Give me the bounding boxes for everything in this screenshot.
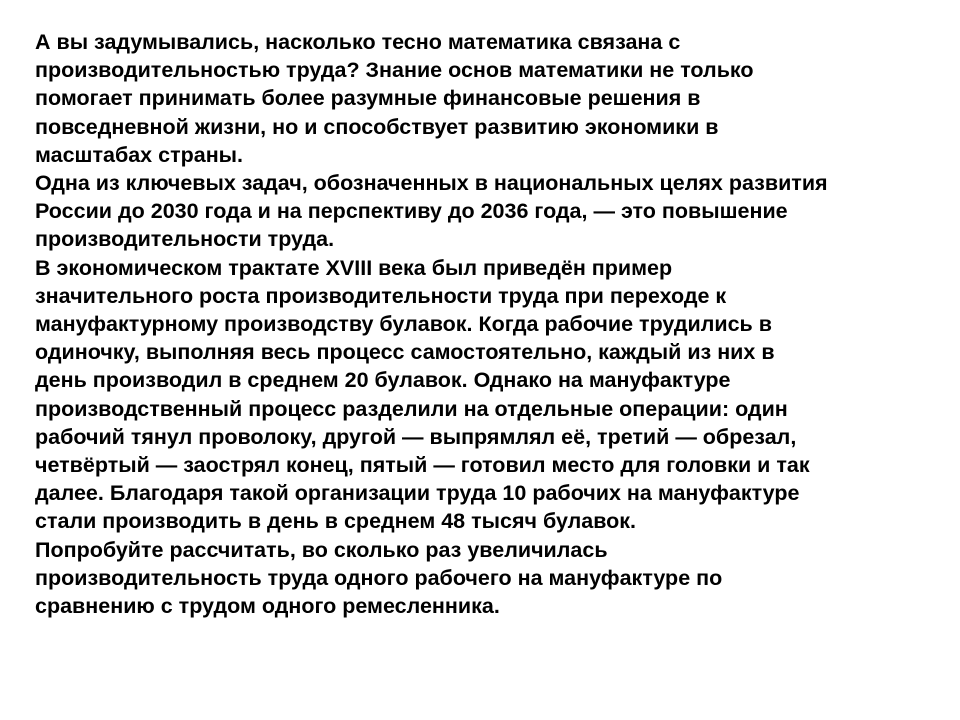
text-line: сравнению с трудом одного ремесленника.: [35, 594, 500, 619]
paragraph-task-question: [35, 536, 935, 621]
text-line: производительности труда.: [35, 227, 335, 252]
text-line: производительностью труда? Знание основ математики не только: [35, 58, 754, 83]
text-line: В экономическом трактате XVIII века был приведён пример: [35, 255, 673, 280]
text-line: мануфактурному производству булавок. Когда рабочие трудились в: [35, 312, 772, 337]
text-line: рабочий тянул проволоку, другой — выпрямлял её, третий — обрезал,: [35, 424, 797, 449]
text-line: повседневной жизни, но и способствует развитию экономики в: [35, 114, 719, 139]
paragraph-national-goals: [35, 169, 935, 254]
text-line: день производил в среднем 20 булавок. Однако на мануфактуре: [35, 368, 731, 393]
text-line: масштабах страны.: [35, 142, 244, 167]
paragraph-intro: [35, 28, 935, 169]
text-line: четвёртый — заострял конец, пятый — готовил место для головки и так: [35, 453, 810, 478]
text-line: стали производить в день в среднем 48 тысяч булавок.: [35, 509, 637, 534]
text-line: значительного роста производительности труда при переходе к: [35, 283, 727, 308]
text-line: одиночку, выполняя весь процесс самостоятельно, каждый из них в: [35, 340, 775, 365]
text-line: России до 2030 года и на перспективу до 2036 года, — это повышение: [35, 199, 788, 224]
text-line: далее. Благодаря такой организации труда 10 рабочих на мануфактуре: [35, 481, 800, 506]
text-line: Одна из ключевых задач, обозначенных в национальных целях развития: [35, 171, 828, 196]
text-line: А вы задумывались, насколько тесно математика связана с: [35, 30, 681, 54]
text-line: помогает принимать более разумные финансовые решения в: [35, 86, 701, 111]
text-line: производственный процесс разделили на отдельные операции: один: [35, 396, 788, 421]
text-line: производительность труда одного рабочего на мануфактуре по: [35, 565, 723, 590]
paragraph-pin-manufactory: [35, 254, 935, 536]
text-line: Попробуйте рассчитать, во сколько раз увеличилась: [35, 537, 608, 562]
text-block: [35, 28, 935, 620]
